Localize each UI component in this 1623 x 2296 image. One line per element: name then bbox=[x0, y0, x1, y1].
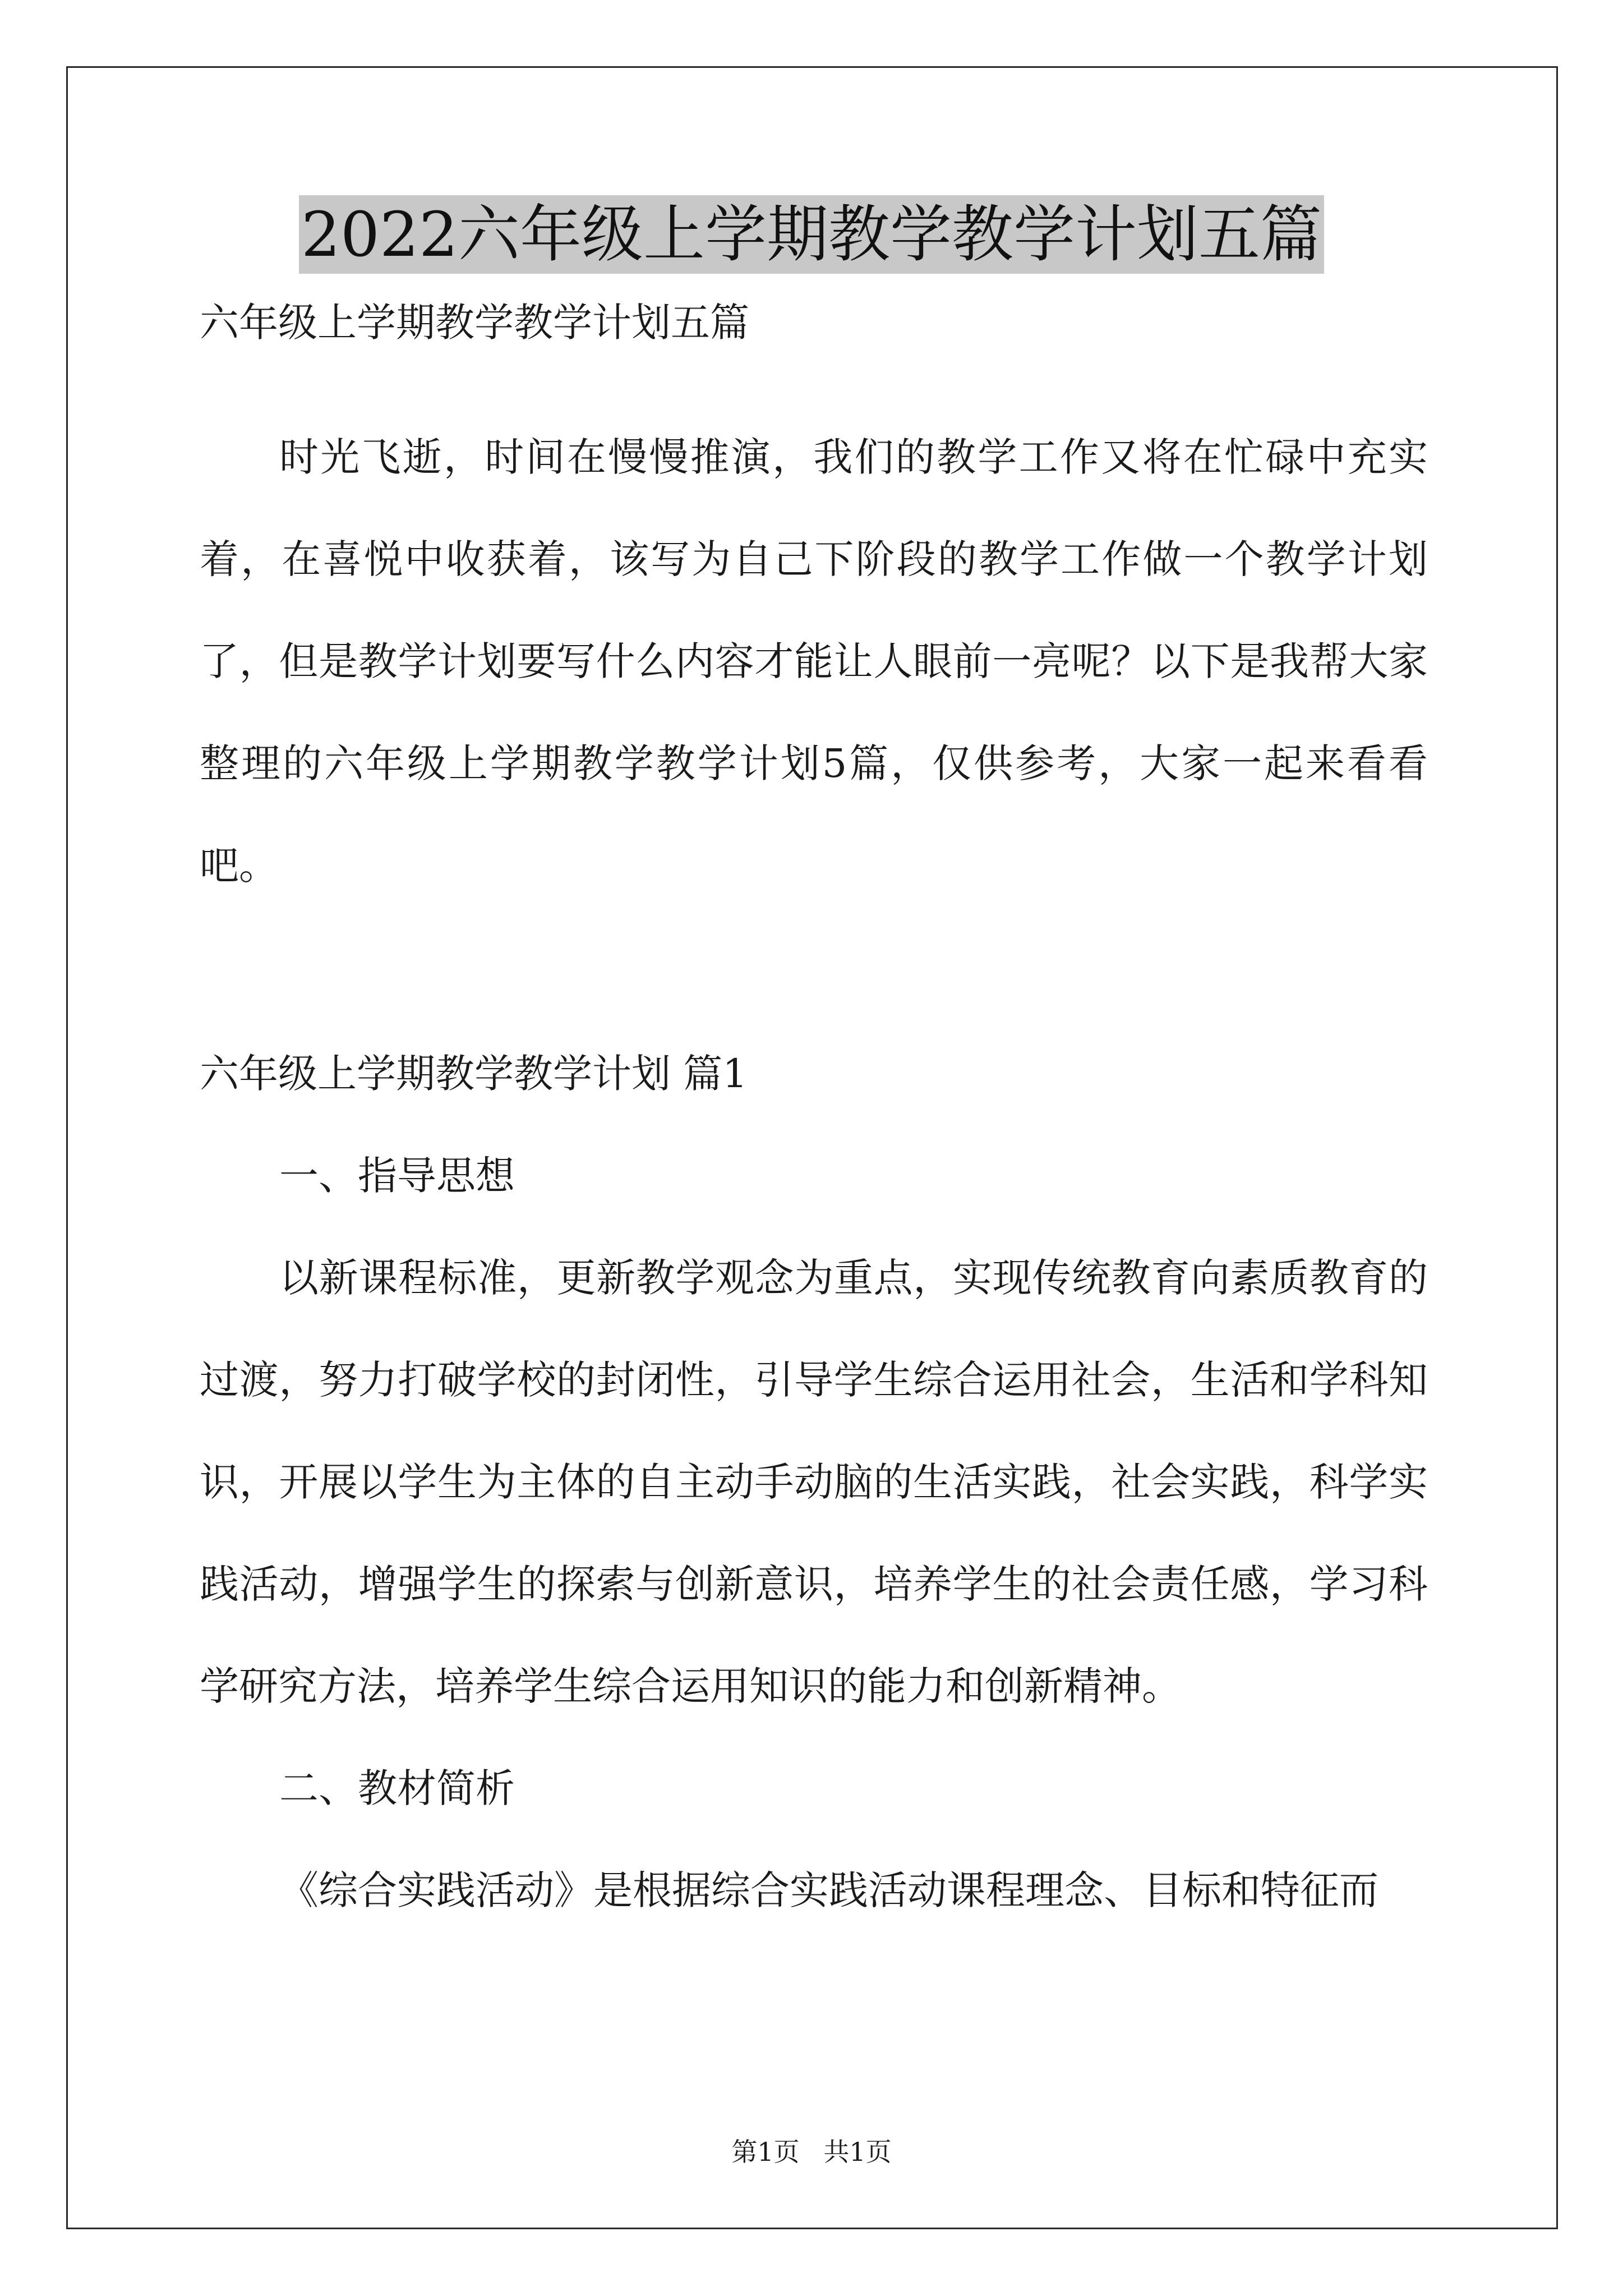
page-footer bbox=[0, 2136, 1623, 2168]
page-number-current: 第1页 bbox=[731, 2137, 800, 2167]
intro-paragraph: 时光飞逝，时间在慢慢推演，我们的教学工作又将在忙碌中充实着，在喜悦中收获着，该写为自己下阶段的教学工作做一个教学计划了，但是教学计划要写什么内容才能让人眼前一亮呢？以下是我帮大家整理的六年级上学期教学教学计划5篇，仅供参考，大家一起来看看吧。 bbox=[200, 434, 1428, 889]
document-subtitle: 六年级上学期教学教学计划五篇 bbox=[200, 300, 749, 346]
section-heading-guiding-ideology: 一、指导思想 bbox=[279, 1153, 515, 1199]
page-number-total: 共1页 bbox=[823, 2137, 892, 2167]
textbook-analysis-paragraph: 《综合实践活动》是根据综合实践活动课程理念、目标和特征而 bbox=[279, 1867, 1378, 1913]
section-title: 六年级上学期教学教学计划 篇1 bbox=[200, 1051, 748, 1097]
title-container bbox=[0, 195, 1623, 274]
document-title: 2022六年级上学期教学教学计划五篇 bbox=[299, 195, 1324, 274]
document-body bbox=[200, 300, 1428, 1941]
section-heading-textbook-analysis: 二、教材简析 bbox=[279, 1765, 515, 1811]
guiding-ideology-paragraph: 以新课程标准，更新教学观念为重点，实现传统教育向素质教育的过渡，努力打破学校的封闭性，引导学生综合运用社会，生活和学科知识，开展以学生为主体的自主动手动脑的生活实践，社会实践，科学实践活动，增强学生的探索与创新意识，培养学生的社会责任感，学习科学研究方法，培养学生综合运用知识的能力和创新精神。 bbox=[200, 1255, 1428, 1709]
